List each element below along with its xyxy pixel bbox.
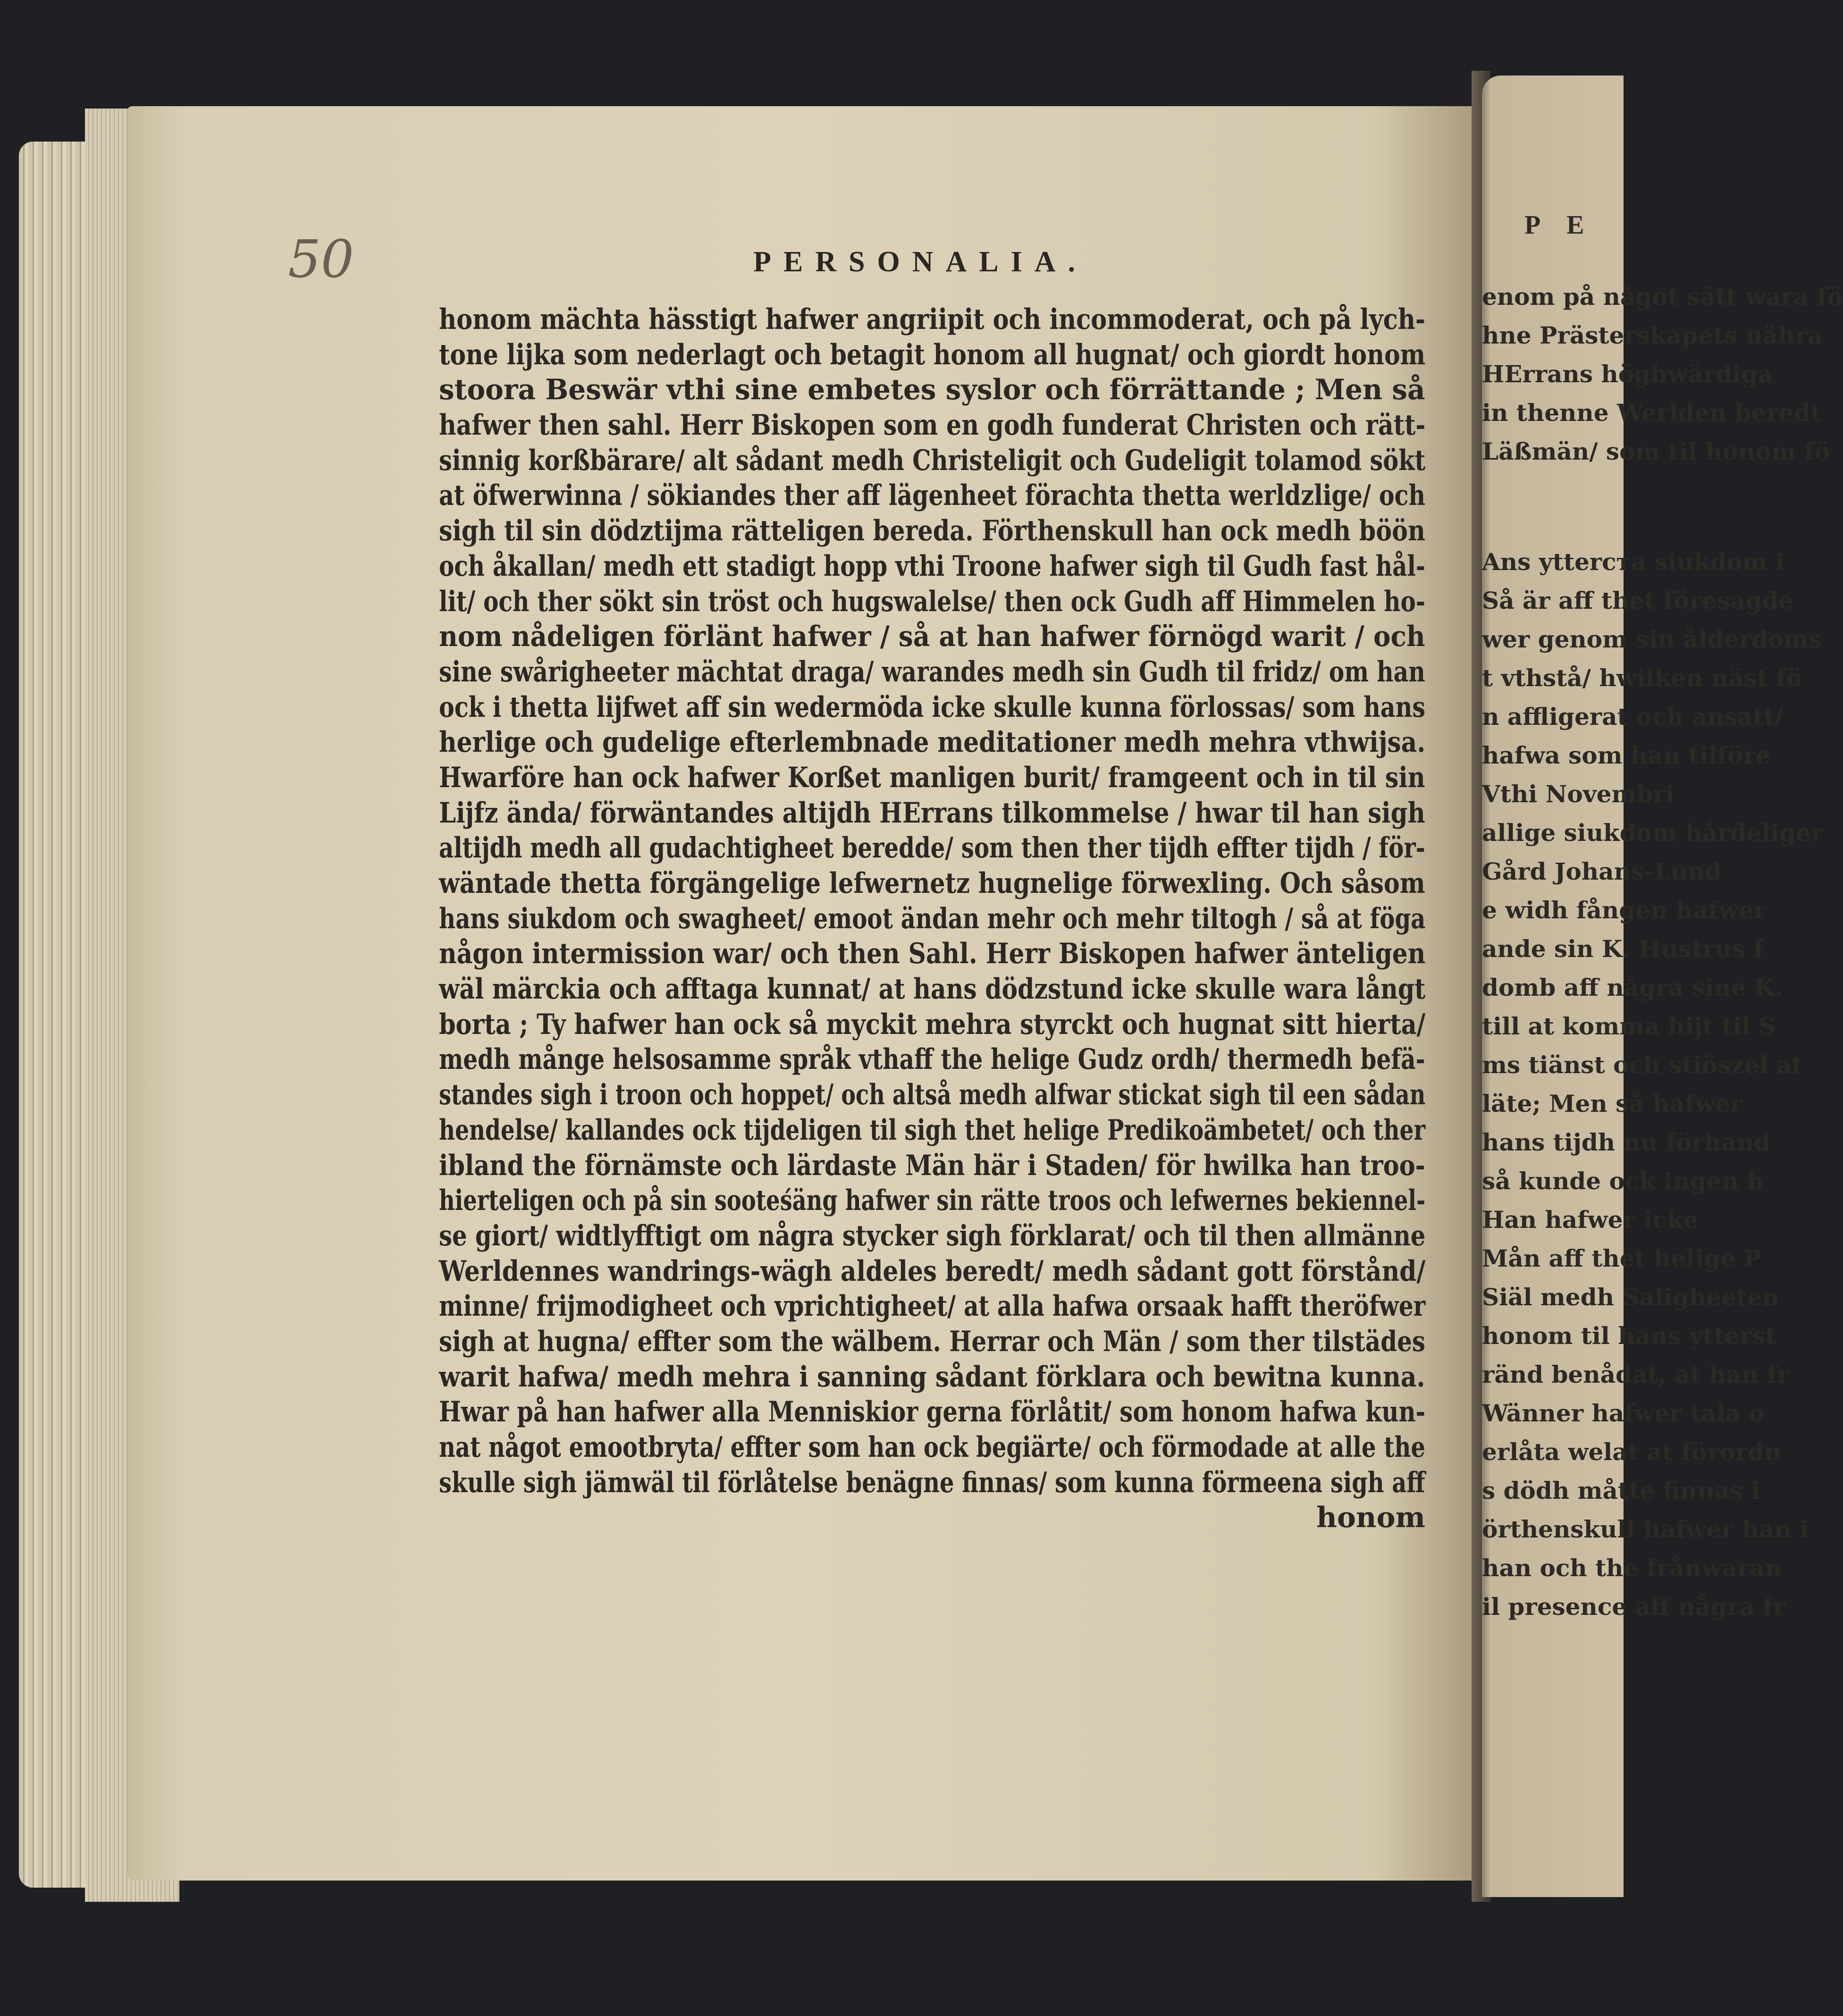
text-line: Lijfz ända/ förwäntandes altijdh HErrans tilkommelse / hwar til han sigh <box>439 796 1425 830</box>
text-line: hierteligen och på sin sooteśäng hafwer sin rätte troos och lefwernes bekiennel- <box>439 1184 1426 1218</box>
text-line: sinnig korßbärare/ alt sådant medh Christeligit och Gudeligit tolamod sökt <box>439 444 1426 477</box>
text-line: se giort/ widtlyfftigt om några stycker sigh förklarat/ och til then allmänne <box>439 1219 1426 1252</box>
text-line-fragment: domb aff några sine K. <box>1482 974 1783 1001</box>
text-line-fragment: e widh fången hafwer <box>1482 896 1767 924</box>
right-page-text <box>1482 277 1843 1626</box>
text-line: sine swårigheeter mächtat draga/ warandes medh sin Gudh til fridz/ om han <box>439 655 1425 689</box>
text-line: wäl märckia och afftaga kunnat/ at hans dödzstund icke skulle wara långt <box>439 973 1426 1006</box>
text-line: hendelse/ kallandes ock tijdeligen til sigh thet helige Predikoämbetet/ och ther <box>439 1113 1426 1147</box>
text-line: warit hafwa/ medh mehra i sanning sådant förklara och bewitna kunna. <box>439 1360 1425 1394</box>
text-line-fragment: ande sin K. Hustrus f <box>1482 935 1764 963</box>
text-line: lit/ och ther sökt sin tröst och hugswalelse/ then ock Gudh aff Himmelen ho- <box>439 585 1426 618</box>
text-line-fragment: Läßmän/ som til honom fö <box>1482 437 1830 465</box>
text-line: ock i thetta lijfwet aff sin wedermöda icke skulle kunna förlossas/ som hans <box>439 690 1425 724</box>
text-line-fragment: Mån aff thet helige P <box>1482 1244 1762 1272</box>
text-line-fragment: Siäl medh Saligheeten <box>1482 1283 1780 1311</box>
text-line: altijdh medh all gudachtigheet beredde/ som then ther tijdh effter tijdh / för- <box>439 832 1425 865</box>
text-line-fragment: Ans ytterста siukdom i <box>1482 548 1785 576</box>
text-line-fragment: t vthstå/ hwilken näst fö <box>1482 664 1802 692</box>
text-line: tone lijka som nederlagt och betagit honom all hugnat/ och giordt honom <box>439 338 1426 371</box>
text-line: ibland the förnämste och lärdaste Män här i Staden/ för hwilka han troo- <box>439 1149 1425 1182</box>
text-line: borta ; Ty hafwer han ock så myckit mehra styrckt och hugnat sitt hierta/ <box>439 1008 1426 1041</box>
right-page <box>1482 76 1843 1897</box>
text-line-fragment: enom på något sätt wara fö <box>1482 283 1843 311</box>
text-line: wäntade thetta förgängelige lefwernetz hugnelige förwexling. Och såsom <box>439 867 1425 900</box>
text-line: standes sigh i troon och hoppet/ och altså medh alfwar stickat sigh til een sådan <box>439 1078 1426 1112</box>
page-number: 50 <box>288 229 354 289</box>
text-line: nat något emootbryta/ effter som han ock begiärte/ och förmodade at alle the <box>439 1431 1425 1464</box>
text-line: någon intermission war/ och then Sahl. Herr Biskopen hafwer änteligen <box>439 937 1426 971</box>
catchword: honom <box>1316 1501 1425 1535</box>
text-line: Werldennes wandrings-wägh aldeles beredt/ medh sådant gott förstånd/ <box>439 1254 1426 1288</box>
text-line-fragment: s dödh måtte finnas i <box>1482 1477 1760 1504</box>
text-line: medh månge helsosamme språk vthaff the helige Gudz ordh/ thermedh befä- <box>439 1043 1425 1076</box>
text-line: sigh at hugna/ effter som the wälbem. Herrar och Män / som ther tilstädes <box>439 1325 1426 1358</box>
text-line: skulle sigh jämwäl til förlåtelse benägne finnas/ som kunna förmeena sigh aff <box>439 1466 1425 1499</box>
text-line: minne/ frijmodigheet och vprichtigheet/ at alla hafwa orsaak hafft theröfwer <box>439 1290 1426 1323</box>
text-line-fragment: wer genom sin ålderdoms <box>1482 625 1822 653</box>
text-line-fragment: n affligerat och ansatt/ <box>1482 703 1784 731</box>
text-line-fragment: il presence aff några fr <box>1482 1593 1786 1621</box>
text-line-fragment: allige siukdom hårdeliger <box>1482 819 1824 847</box>
text-line: stoora Beswär vthi sine embetes syslor och förrättande ; Men så <box>439 373 1425 407</box>
text-line-fragment: Han hafwer icke <box>1482 1206 1699 1234</box>
text-line-fragment: så kunde ock ingen h <box>1482 1167 1764 1195</box>
text-line-fragment: in thenne Werlden beredt <box>1482 399 1821 427</box>
text-line-fragment: han och the frånwaran <box>1482 1554 1782 1582</box>
text-line-fragment: HErrans höghwärdiga <box>1482 360 1773 388</box>
text-line: och åkallan/ medh ett stadigt hopp vthi Troone hafwer sigh til Gudh fast hål- <box>439 549 1425 583</box>
text-line-fragment: läte; Men så hafwer <box>1482 1090 1743 1117</box>
text-line-fragment: Vthi Novembri <box>1482 780 1675 808</box>
text-line: Hwarföre han ock hafwer Korßet manligen burit/ framgeent och in til sin <box>439 761 1425 794</box>
text-line-fragment: erlåta welat at förordn <box>1482 1438 1782 1466</box>
body-text <box>439 302 1425 1536</box>
text-line-fragment: hans tijdh nu förhand <box>1482 1128 1770 1156</box>
text-line-fragment: hafwa som han tilföre <box>1482 741 1771 769</box>
paragraph-gap <box>1482 471 1843 543</box>
text-line: at öfwerwinna / sökiandes ther aff lägenheet förachta thetta werldzlige/ och <box>439 479 1426 512</box>
text-line: Hwar på han hafwer alla Menniskior gerna förlåtit/ som honom hafwa kun- <box>439 1395 1426 1429</box>
text-line: hans siukdom och swagheet/ emoot ändan mehr och mehr tiltogh / så at föga <box>439 902 1426 935</box>
text-line: herlige och gudelige efterlembnade meditationer medh mehra vthwijsa. <box>439 726 1426 759</box>
text-line-fragment: honom til hans ytterst <box>1482 1322 1776 1350</box>
text-line: honom mächta hässtigt hafwer angriipit och incommoderat, och på lych- <box>439 303 1426 336</box>
text-line-fragment: örthenskull hafwer han i <box>1482 1515 1809 1543</box>
running-head: PERSONALIA. <box>753 246 1087 278</box>
text-line: sigh til sin dödztijma rätteligen bereda. Förthenskull han ock medh böön <box>439 514 1425 548</box>
text-line-fragment: Så är aff thet föresagde <box>1482 587 1793 614</box>
text-line: nom nådeligen förlänt hafwer / så at han hafwer förnögd warit / och <box>439 620 1425 654</box>
right-running-head: P E <box>1524 210 1595 240</box>
text-line: hafwer then sahl. Herr Biskopen som en godh funderat Christen och rätt- <box>439 409 1426 442</box>
text-line-fragment: Wänner hafwer tala o <box>1482 1399 1765 1427</box>
text-line-fragment: till at komma hijt til S <box>1482 1012 1776 1040</box>
text-line-fragment: ränd benådat, at han fr <box>1482 1361 1790 1388</box>
text-line-fragment: Gård Johans-Lund <box>1482 857 1722 885</box>
text-line-fragment: ms tiänst och stiöszel at <box>1482 1051 1803 1079</box>
text-line-fragment: hne Prästerskapets nähra <box>1482 321 1823 349</box>
